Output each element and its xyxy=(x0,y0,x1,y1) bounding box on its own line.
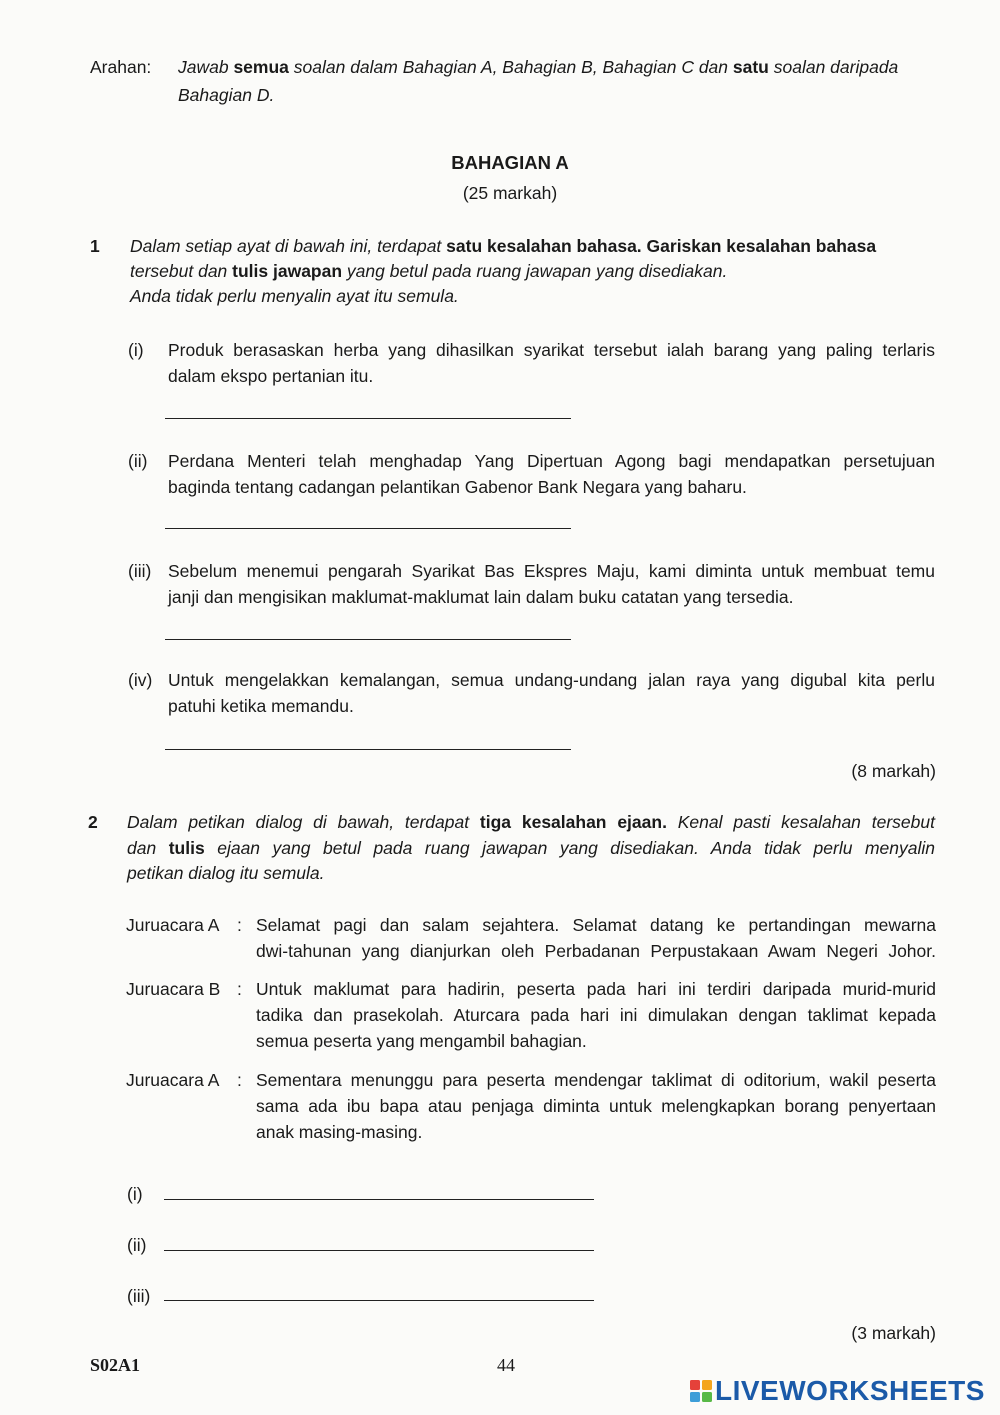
q1-answer-line[interactable] xyxy=(165,528,571,529)
q2-instruction-line2: dan tulis ejaan yang betul pada ruang jawapan yang disediakan. Anda tidak perlu menyalin xyxy=(127,838,936,858)
q1-item-text: patuhi ketika memandu. xyxy=(168,696,354,716)
dialog-line: sama ada ibu bapa atau penjaga diminta untuk melengkapkan borang penyertaan xyxy=(256,1096,936,1116)
dialog-colon: : xyxy=(237,979,242,999)
liveworksheets-logo-icon xyxy=(690,1380,712,1402)
q2-marks: (3 markah) xyxy=(851,1323,936,1343)
dialog-line: dwi-tahunan yang dianjurkan oleh Perbadanan Perpustakaan Awam Negeri Johor. xyxy=(256,941,936,961)
q1-item-text: Untuk mengelakkan kemalangan, semua undang-undang jalan raya yang digubal kita perlu xyxy=(168,670,935,690)
q2-number: 2 xyxy=(88,812,98,832)
q2-answer-line[interactable] xyxy=(164,1199,594,1200)
instructions-text-line2: Bahagian D. xyxy=(178,85,275,105)
page-number: 44 xyxy=(497,1355,515,1375)
liveworksheets-brand[interactable]: LIVEWORKSHEETS xyxy=(715,1375,985,1406)
dialog-line: Untuk maklumat para hadirin, peserta pada hari ini terdiri daripada murid-murid xyxy=(256,979,936,999)
dialog-speaker: Juruacara A xyxy=(126,1070,220,1090)
q2-instruction-line3: petikan dialog itu semula. xyxy=(127,863,325,883)
q1-item-label: (iii) xyxy=(128,561,152,581)
q2-instruction-line1: Dalam petikan dialog di bawah, terdapat tiga kesalahan ejaan. Kenal pasti kesalahan tersebut xyxy=(127,812,935,832)
q1-number: 1 xyxy=(90,236,100,256)
q1-item-text: Produk berasaskan herba yang dihasilkan syarikat tersebut ialah barang yang paling terlaris xyxy=(168,340,935,360)
q2-answer-line[interactable] xyxy=(164,1300,594,1301)
instructions-text: Jawab semua soalan dalam Bahagian A, Bahagian B, Bahagian C dan satu soalan daripada xyxy=(178,57,899,77)
q1-item-text: Sebelum menemui pengarah Syarikat Bas Ekspres Maju, kami diminta untuk membuat temu xyxy=(168,561,935,581)
q1-item-text: baginda tentang cadangan pelantikan Gabenor Bank Negara yang baharu. xyxy=(168,477,747,497)
q2-answer-label: (iii) xyxy=(127,1286,151,1306)
dialog-colon: : xyxy=(237,915,242,935)
q1-answer-line[interactable] xyxy=(165,749,571,750)
dialog-speaker: Juruacara B xyxy=(126,979,221,999)
q2-answer-label: (i) xyxy=(127,1184,143,1204)
q1-marks: (8 markah) xyxy=(851,761,936,781)
q1-instruction-line3: Anda tidak perlu menyalin ayat itu semula. xyxy=(130,286,459,306)
q1-item-label: (i) xyxy=(128,340,144,360)
q1-item-text: dalam ekspo pertanian itu. xyxy=(168,366,374,386)
dialog-line: semua peserta yang mengambil bahagian. xyxy=(256,1031,587,1051)
q1-answer-line[interactable] xyxy=(165,418,571,419)
liveworksheets-logo xyxy=(690,1377,985,1405)
section-title: BAHAGIAN A xyxy=(451,152,569,173)
q1-item-label: (iv) xyxy=(128,670,153,690)
section-marks: (25 markah) xyxy=(462,183,558,203)
q1-item-text: janji dan mengisikan maklumat-maklumat lain dalam buku catatan yang tersedia. xyxy=(168,587,794,607)
q1-instruction-line2: tersebut dan tulis jawapan yang betul pada ruang jawapan yang disediakan. xyxy=(130,261,728,281)
q1-instruction-line1: Dalam setiap ayat di bawah ini, terdapat satu kesalahan bahasa. Gariskan kesalahan bahasa xyxy=(130,236,877,256)
q1-answer-line[interactable] xyxy=(165,639,571,640)
dialog-speaker: Juruacara A xyxy=(126,915,220,935)
dialog-line: anak masing-masing. xyxy=(256,1122,423,1142)
q2-answer-label: (ii) xyxy=(127,1235,147,1255)
dialog-line: tadika dan prasekolah. Aturcara pada hari ini dimulakan dengan taklimat kepada xyxy=(256,1005,936,1025)
dialog-line: Sementara menunggu para peserta mendengar taklimat di oditorium, wakil peserta xyxy=(256,1070,936,1090)
dialog-line: Selamat pagi dan salam sejahtera. Selamat datang ke pertandingan mewarna xyxy=(256,915,936,935)
instructions-label: Arahan: xyxy=(90,57,152,77)
q1-item-text: Perdana Menteri telah menghadap Yang Dipertuan Agong bagi mendapatkan persetujuan xyxy=(168,451,935,471)
q2-answer-line[interactable] xyxy=(164,1250,594,1251)
dialog-colon: : xyxy=(237,1070,242,1090)
page-code: S02A1 xyxy=(90,1355,141,1375)
q1-item-label: (ii) xyxy=(128,451,148,471)
